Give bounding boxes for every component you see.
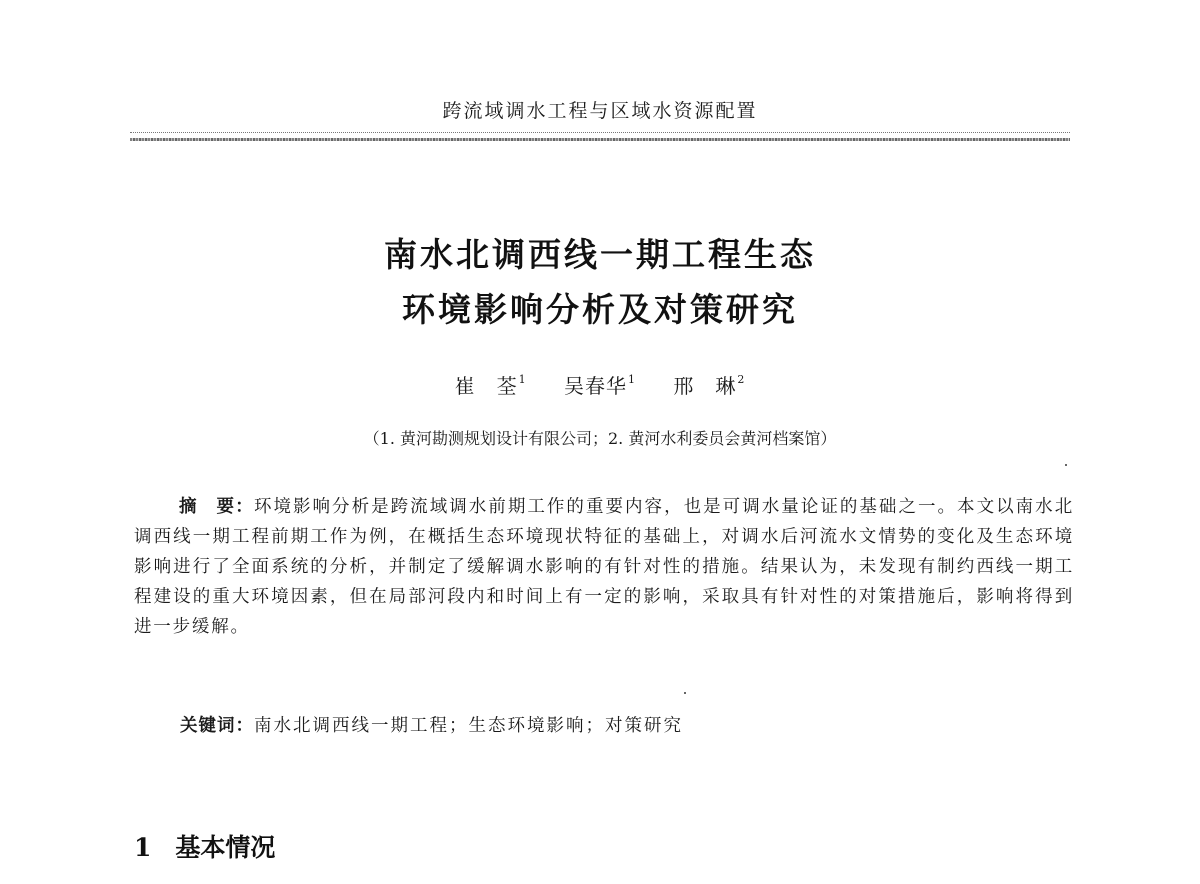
author-3: [673, 370, 745, 399]
keywords-text: 南水北调西线一期工程；生态环境影响；对策研究: [254, 716, 683, 736]
affiliation-marker: 1: [628, 373, 636, 386]
keywords-label: 关键词：: [180, 716, 254, 736]
affiliation-marker: 2: [737, 373, 746, 386]
author-name: 吴春华: [564, 374, 627, 398]
scan-speck: [684, 692, 686, 694]
header-rule-dotted: [130, 132, 1070, 133]
section-heading: [134, 828, 275, 864]
author-1: [455, 370, 527, 399]
affiliations: （1. 黄河勘测规划设计有限公司；2. 黄河水利委员会黄河档案馆）: [363, 429, 837, 448]
running-header: 跨流域调水工程与区域水资源配置: [442, 100, 758, 122]
paper-title-line2: 环境影响分析及对策研究: [402, 290, 798, 329]
abstract-text: 环境影响分析是跨流域调水前期工作的重要内容，也是可调水量论证的基础之一。本文以南水北调西线一期工程前期工作为例，在概括生态环境现状特征的基础上，对调水后河流水文情势的变化及生态环境影响进行了全面系统的分析，并制定了缓解调水影响的有针对性的措施。结果认为，未发现有制约西线一期工程建设的重大环境因素，但在局部河段内和时间上有一定的影响，采取具有针对性的对策措施后，影响将得到进一步缓解。: [134, 497, 1075, 637]
abstract: [134, 492, 1074, 642]
author-name: 邢 琳: [673, 374, 737, 398]
section-number: 1: [134, 833, 152, 862]
author-list: [0, 370, 1200, 399]
paper-title-line1: 南水北调西线一期工程生态: [384, 235, 816, 274]
keywords: [180, 712, 683, 737]
scan-speck: [1065, 464, 1067, 466]
section-title: 基本情况: [175, 833, 276, 862]
affiliation-marker: 1: [518, 373, 527, 386]
author-name: 崔 荃: [454, 374, 518, 398]
abstract-label: 摘 要：: [179, 497, 254, 517]
header-rule-double: [130, 138, 1070, 141]
author-2: [564, 370, 636, 399]
